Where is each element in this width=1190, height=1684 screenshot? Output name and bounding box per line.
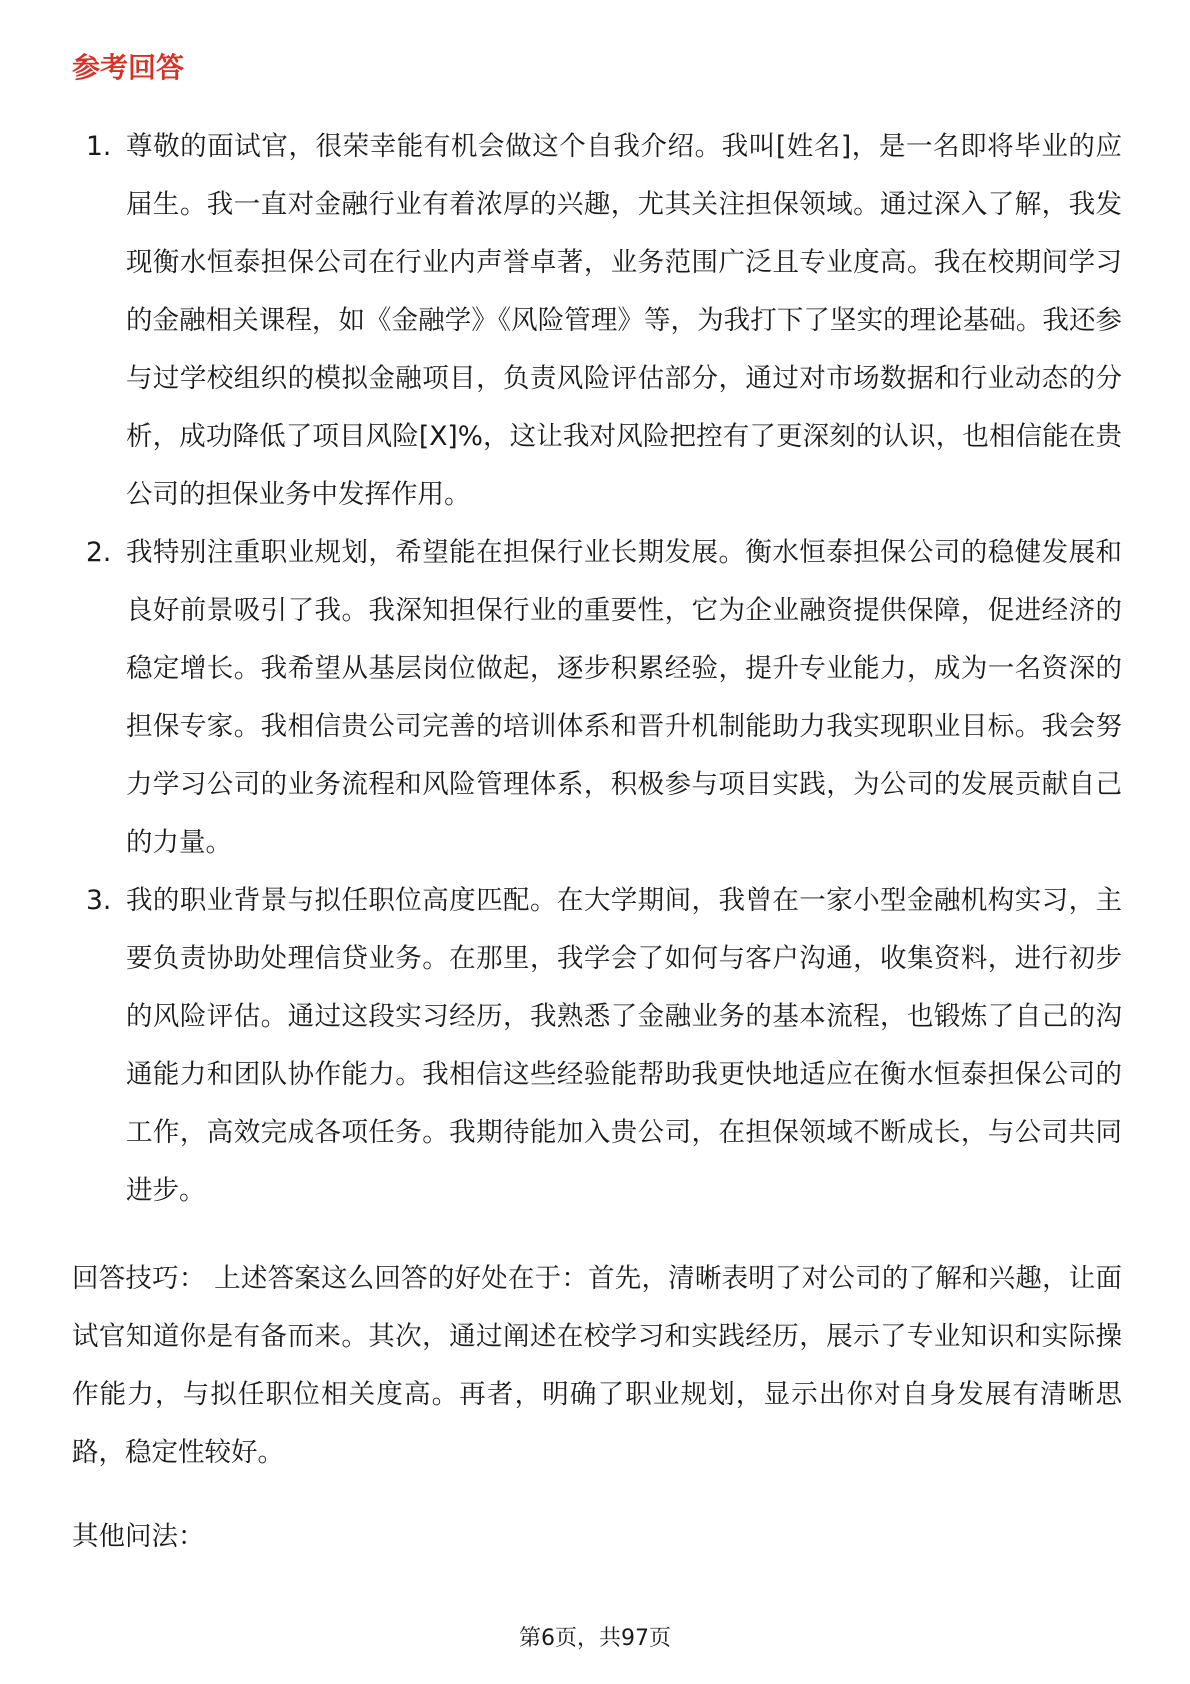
section-title: 参考回答	[72, 51, 185, 84]
answer-text: 我特别注重职业规划，希望能在担保行业长期发展。衡水恒泰担保公司的稳健发展和良好前景吸引了我。我深知担保行业的重要性，它为企业融资提供保障，促进经济的稳定增长。我希望从基层岗位做起，逐步积累经验，提升专业能力，成为一名资深的担保专家。我相信贵公司完善的培训体系和晋升机制能助力我实现职业目标。我会努力学习公司的业务流程和风险管理体系，积极参与项目实践，为公司的发展贡献自己的力量。	[126, 537, 1122, 858]
answer-number: 1.	[86, 131, 112, 162]
answer-text: 我的职业背景与拟任职位高度匹配。在大学期间，我曾在一家小型金融机构实习，主要负责协助处理信贷业务。在那里，我学会了如何与客户沟通，收集资料，进行初步的风险评估。通过这段实习经历，我熟悉了金融业务的基本流程，也锻炼了自己的沟通能力和团队协作能力。我相信这些经验能帮助我更快地适应在衡水恒泰担保公司的工作，高效完成各项任务。我期待能加入贵公司，在担保领域不断成长，与公司共同进步。	[126, 885, 1122, 1206]
answer-tips: 回答技巧： 上述答案这么回答的好处在于：首先，清晰表明了对公司的了解和兴趣，让面试官知道你是有备而来。其次，通过阐述在校学习和实践经历，展示了专业知识和实际操作能力，与拟任职位相关度高。再者，明确了职业规划，显示出你对自身发展有清晰思路，稳定性较好。	[72, 1263, 1122, 1468]
page-number: 第6页，共97页	[519, 1626, 671, 1651]
answer-item-1	[72, 118, 1122, 524]
answer-number: 2.	[86, 537, 112, 568]
other-questions-label: 其他问法：	[72, 1521, 205, 1552]
answer-item-2	[72, 524, 1122, 872]
answer-text: 尊敬的面试官，很荣幸能有机会做这个自我介绍。我叫[姓名]，是一名即将毕业的应届生。我一直对金融行业有着浓厚的兴趣，尤其关注担保领域。通过深入了解，我发现衡水恒泰担保公司在行业内声誉卓著，业务范围广泛且专业度高。我在校期间学习的金融相关课程，如《金融学》《风险管理》等，为我打下了坚实的理论基础。我还参与过学校组织的模拟金融项目，负责风险评估部分，通过对市场数据和行业动态的分析，成功降低了项目风险[X]%，这让我对风险把控有了更深刻的认识，也相信能在贵公司的担保业务中发挥作用。	[126, 131, 1122, 510]
answer-number: 3.	[86, 885, 112, 916]
answer-list	[72, 118, 1122, 1220]
answer-item-3	[72, 872, 1122, 1220]
